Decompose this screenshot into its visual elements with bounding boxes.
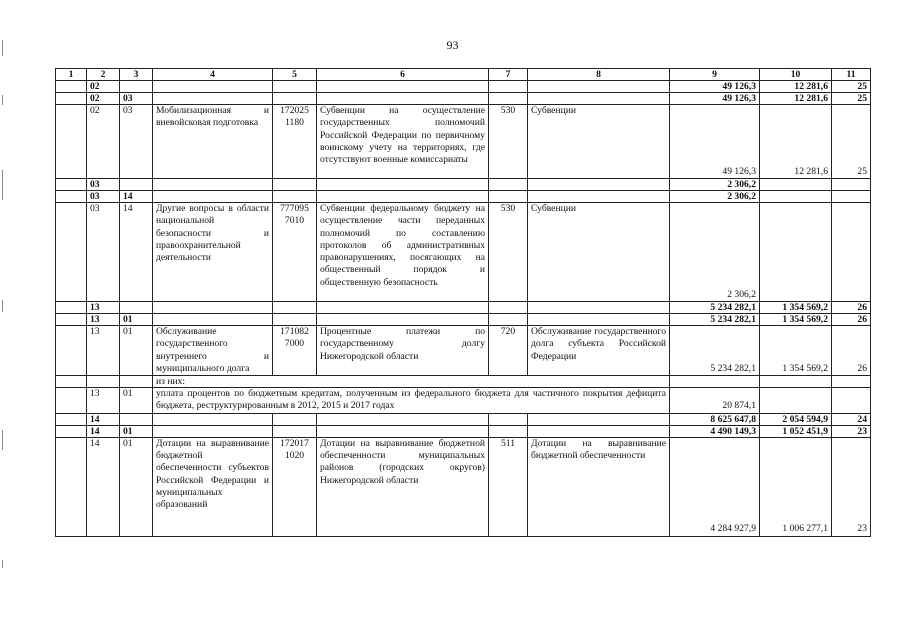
section-code: 02 bbox=[87, 105, 120, 179]
section-code: 13 bbox=[87, 314, 120, 326]
percent-cell: 26 bbox=[832, 314, 871, 326]
table-row bbox=[56, 81, 871, 93]
expense-type-code: 530 bbox=[489, 203, 528, 302]
expense-type-name: Субвенции bbox=[528, 105, 670, 179]
amount-cell: 12 281,6 bbox=[760, 81, 832, 93]
target-name: Процентные платежи по государственному долгу Нижегородской области bbox=[317, 326, 489, 376]
amount-cell: 12 281,6 bbox=[760, 93, 832, 105]
amount-cell: 2 054 594,9 bbox=[760, 413, 832, 425]
amount-cell: 2 306,2 bbox=[670, 203, 760, 302]
header-cell: 5 bbox=[273, 69, 317, 81]
section-code: 03 bbox=[87, 203, 120, 302]
header-cell: 8 bbox=[528, 69, 670, 81]
amount-cell: 49 126,3 bbox=[670, 93, 760, 105]
percent-cell: 25 bbox=[832, 81, 871, 93]
subsection-code: 01 bbox=[120, 314, 153, 326]
section-code: 14 bbox=[87, 413, 120, 425]
header-cell: 4 bbox=[153, 69, 273, 81]
header-cell: 2 bbox=[87, 69, 120, 81]
table-row bbox=[56, 203, 871, 302]
table-row bbox=[56, 376, 871, 388]
subsection-code: 14 bbox=[120, 203, 153, 302]
percent-cell: 23 bbox=[832, 425, 871, 437]
target-code: 172025 1180 bbox=[273, 105, 317, 179]
percent-cell: 26 bbox=[832, 302, 871, 314]
section-code: 13 bbox=[87, 302, 120, 314]
target-code: 172017 1020 bbox=[273, 437, 317, 536]
percent-cell: 26 bbox=[832, 326, 871, 376]
table-row bbox=[56, 437, 871, 536]
section-code: 13 bbox=[87, 388, 120, 414]
amount-cell: 5 234 282,1 bbox=[670, 314, 760, 326]
percent-cell: 25 bbox=[832, 93, 871, 105]
subsection-name: Обслуживание государственного внутреннего и муниципального долга bbox=[153, 326, 273, 376]
amount-cell: 1 052 451,9 bbox=[760, 425, 832, 437]
table-row bbox=[56, 388, 871, 414]
target-name: Субвенции на осуществление государственных полномочий Российской Федерации по первичному воинскому учету на территориях, где отсутствуют военные комиссариаты bbox=[317, 105, 489, 179]
amount-cell: 1 006 277,1 bbox=[760, 437, 832, 536]
target-code: 777095 7010 bbox=[273, 203, 317, 302]
header-row bbox=[56, 69, 871, 81]
subsection-code: 03 bbox=[120, 105, 153, 179]
expense-type-code: 530 bbox=[489, 105, 528, 179]
section-code: 03 bbox=[87, 191, 120, 203]
amount-cell: 5 234 282,1 bbox=[670, 302, 760, 314]
section-code: 02 bbox=[87, 81, 120, 93]
subsection-code: 03 bbox=[120, 93, 153, 105]
amount-cell: 4 284 927,9 bbox=[670, 437, 760, 536]
header-cell: 1 bbox=[56, 69, 87, 81]
percent-cell: 24 bbox=[832, 413, 871, 425]
amount-cell: 2 306,2 bbox=[670, 191, 760, 203]
subsection-code: 01 bbox=[120, 388, 153, 414]
amount-cell: 8 625 647,8 bbox=[670, 413, 760, 425]
percent-cell: 23 bbox=[832, 437, 871, 536]
section-code: 14 bbox=[87, 425, 120, 437]
table-row bbox=[56, 302, 871, 314]
budget-table bbox=[55, 68, 871, 537]
table-row bbox=[56, 179, 871, 191]
table-row bbox=[56, 191, 871, 203]
header-cell: 6 bbox=[317, 69, 489, 81]
expense-type-name: Дотации на выравнивание бюджетной обеспеченности bbox=[528, 437, 670, 536]
subsection-name: Дотации на выравнивание бюджетной обеспеченности субъектов Российской Федерации и муниципальных образований bbox=[153, 437, 273, 536]
subsection-code: 01 bbox=[120, 437, 153, 536]
section-code: 03 bbox=[87, 179, 120, 191]
amount-cell: 20 874,1 bbox=[670, 388, 760, 414]
amount-cell: 5 234 282,1 bbox=[670, 326, 760, 376]
subsection-name: Мобилизационная и вневойсковая подготовка bbox=[153, 105, 273, 179]
subitem-description: уплата процентов по бюджетным кредитам, полученным из федерального бюджета для частичного покрытия дефицита бюджета, реструктурированным в 2012, 2015 и 2017 годах bbox=[153, 388, 670, 414]
expense-type-code: 511 bbox=[489, 437, 528, 536]
expense-type-name: Обслуживание государственного долга субъекта Российской Федерации bbox=[528, 326, 670, 376]
subitems-label: из них: bbox=[153, 376, 670, 388]
subsection-code: 14 bbox=[120, 191, 153, 203]
subsection-code: 01 bbox=[120, 326, 153, 376]
subsection-name: Другие вопросы в области национальной безопасности и правоохранительной деятельности bbox=[153, 203, 273, 302]
section-code: 13 bbox=[87, 326, 120, 376]
expense-type-code: 720 bbox=[489, 326, 528, 376]
amount-cell: 1 354 569,2 bbox=[760, 326, 832, 376]
amount-cell: 49 126,3 bbox=[670, 81, 760, 93]
header-cell: 11 bbox=[832, 69, 871, 81]
header-cell: 7 bbox=[489, 69, 528, 81]
table-row bbox=[56, 314, 871, 326]
table-row bbox=[56, 425, 871, 437]
amount-cell: 49 126,3 bbox=[670, 105, 760, 179]
percent-cell: 25 bbox=[832, 105, 871, 179]
target-name: Субвенции федеральному бюджету на осуществление части переданных полномочий по составлению протоколов об административных правонарушениях, посягающих на общественный порядок и общественную безопасность bbox=[317, 203, 489, 302]
scan-margin-marks bbox=[0, 0, 6, 640]
amount-cell: 2 306,2 bbox=[670, 179, 760, 191]
table-row bbox=[56, 93, 871, 105]
header-cell: 9 bbox=[670, 69, 760, 81]
amount-cell: 1 354 569,2 bbox=[760, 314, 832, 326]
header-cell: 3 bbox=[120, 69, 153, 81]
target-name: Дотации на выравнивание бюджетной обеспеченности муниципальных районов (городских округов) Нижегородской области bbox=[317, 437, 489, 536]
amount-cell: 4 490 149,3 bbox=[670, 425, 760, 437]
expense-type-name: Субвенции bbox=[528, 203, 670, 302]
amount-cell: 12 281,6 bbox=[760, 105, 832, 179]
table-row bbox=[56, 413, 871, 425]
header-cell: 10 bbox=[760, 69, 832, 81]
table-row bbox=[56, 326, 871, 376]
page-number: 93 bbox=[446, 38, 459, 52]
section-code: 14 bbox=[87, 437, 120, 536]
table-row bbox=[56, 105, 871, 179]
target-code: 171082 7000 bbox=[273, 326, 317, 376]
amount-cell: 1 354 569,2 bbox=[760, 302, 832, 314]
section-code: 02 bbox=[87, 93, 120, 105]
subsection-code: 01 bbox=[120, 425, 153, 437]
